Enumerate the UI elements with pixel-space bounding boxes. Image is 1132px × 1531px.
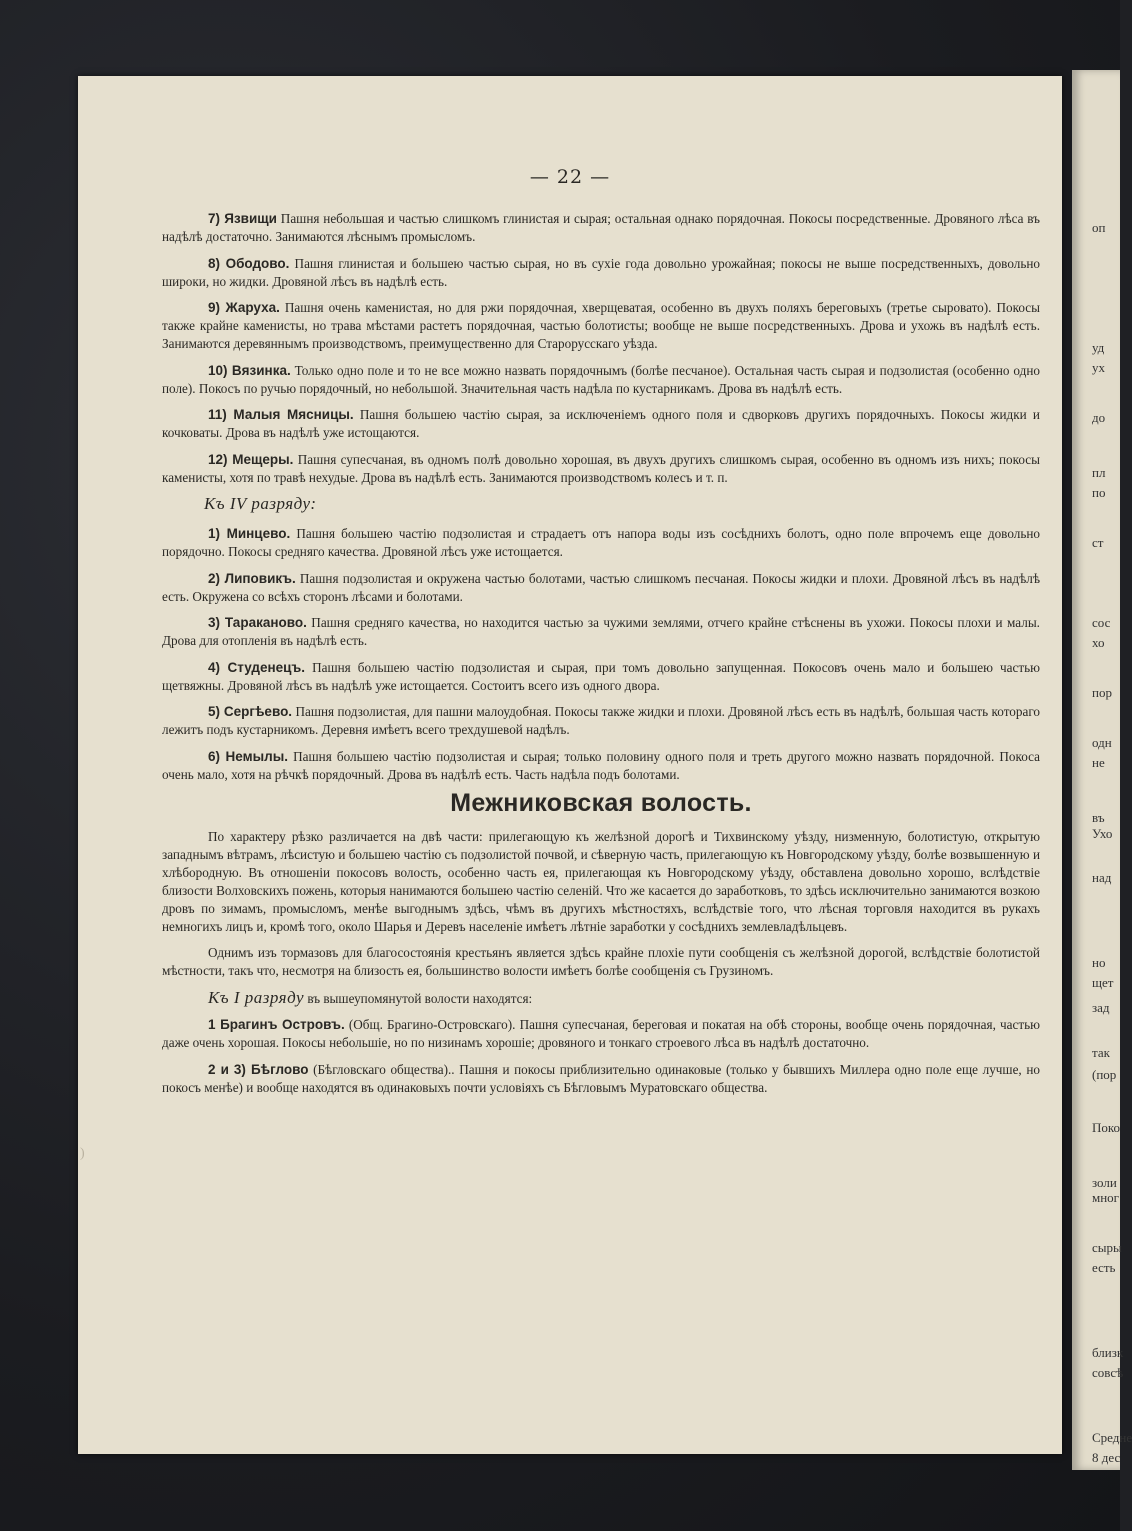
entry-text: Пашня глинистая и большею частью сырая, но въ сухіе года довольно урожайная; покосы не выше посредственныхъ, довольно широки, но жидки. Дровяной лѣсъ въ надѣлѣ есть. <box>162 255 1040 289</box>
entry-paragraph <box>162 299 1040 353</box>
next-page-fragment: до <box>1092 410 1106 425</box>
next-page-fragment: близк <box>1092 1345 1124 1360</box>
entry-text: Пашня подзолистая и окружена частью болотами, частью слишкомъ песчаная. Покосы жидки и плохи. Дровяной лѣсъ въ надѣлѣ есть. Окружена со всѣхъ сторонъ лѣсами и болотами. <box>162 570 1040 604</box>
next-page-fragment: одн <box>1092 735 1112 750</box>
next-page-fragment: въ <box>1092 810 1105 825</box>
next-page-fragment: уд <box>1092 340 1105 355</box>
entry-paragraph <box>162 1016 1040 1052</box>
entry-title: 1) Минцево. <box>208 526 291 541</box>
entry-title: 11) Малыя Мясницы. <box>208 407 354 422</box>
entry-text: (Общ. Брагино-Островскаго). Пашня супесчаная, береговая и покатая на обѣ стороны, вообще очень порядочная, частью даже очень хорошая. Покосы небольшіе, но по низинамъ хорошіе; дровяного и тонкаго строевого лѣса въ надѣлѣ достаточно. <box>162 1017 1040 1050</box>
next-page-fragment: сос <box>1092 615 1111 630</box>
next-page-fragment: над <box>1092 870 1112 885</box>
entry-paragraph <box>162 406 1040 442</box>
entry-paragraph <box>162 614 1040 650</box>
next-page-fragment: есть <box>1092 1260 1116 1275</box>
next-page-fragment: Средне <box>1092 1430 1132 1445</box>
entry-title: 2 и 3) Бѣглово <box>208 1061 309 1077</box>
entry-title: 10) Вязинка. <box>208 362 291 378</box>
next-page-fragment: щет <box>1092 975 1114 990</box>
entry-paragraph <box>162 362 1040 398</box>
next-page-fragment: сыры <box>1092 1240 1122 1255</box>
entry-paragraph <box>162 748 1040 784</box>
entry-paragraph <box>162 210 1040 246</box>
entry-title: 2) Липовикъ. <box>208 570 296 586</box>
next-page-fragment: совсѣ <box>1092 1365 1124 1380</box>
section-paragraphs <box>162 828 1040 981</box>
entry-text: Пашня небольшая и частью слишкомъ глинистая и сырая; остальная однако порядочная. Покосы посредственные. Дровяного лѣса въ надѣлѣ достаточно. Занимаются лѣснымъ промысломъ. <box>162 211 1040 244</box>
section-paragraph: По характеру рѣзко различается на двѣ части: прилегающую къ желѣзной дорогѣ и Тихвинскому уѣзду, низменную, болотистую, открытую западнымъ вѣтрамъ, лѣсистую и большею частію съ подзолистой почвой, и сѣверную часть, прилегающую къ Новгородскому уѣзду, болѣе возвышенную и хлѣбородную. Въ отношеніи покосовъ волость, особенно часть ея, прилегающая къ Новгородскому уѣзду, обставлена довольно хорошо, вслѣдствіе близости Волховскихъ пожень, которыя нанимаются большею частію селеній. Что же касается до заработковъ, то здѣсь исключительно занимаются возкою дровъ по зимамъ, промысломъ, менѣе выгоднымъ здѣсь, чѣмъ въ другихъ мѣстностяхъ, вслѣдствіе того, что лѣсная торговля находится въ рукахъ немногихъ лицъ и, кромѣ того, около Шарья и Деревъ населеніе имѣетъ лѣтніе заработки у сосѣднихъ землевладѣльцевъ. <box>162 828 1040 934</box>
next-page-fragment: (пор <box>1092 1067 1117 1082</box>
next-page-fragment: ух <box>1092 360 1105 375</box>
entry-title: 7) Язвищи <box>208 211 277 226</box>
entry-text: Пашня большею частію подзолистая и страдаетъ отъ напора воды изъ сосѣднихъ болотъ, одно поле впрочемъ еще довольно порядочно. Покосы средняго качества. Дровяной лѣсъ уже истощается. <box>162 526 1040 559</box>
rank-i-intro-text: въ вышеупомянутой волости находятся: <box>307 990 533 1006</box>
entry-paragraph <box>162 659 1040 695</box>
entry-title: 12) Мещеры. <box>208 451 294 467</box>
entry-text: (Бѣгловскаго общества).. Пашня и покосы приблизительно одинаковые (только у бывшихъ Миллера одно поле еще лучше, но покосъ менѣе) и вообще находятся въ одинаковыхъ почти условіяхъ съ Бѣгловымъ Муратовскаго общества. <box>162 1061 1040 1095</box>
next-page-fragment: 8 дес <box>1092 1450 1121 1465</box>
entry-text: Пашня большею частію сырая, за исключеніемъ одного поля и сдворковъ другихъ порядочныхъ. Покосы жидки и кочковаты. Дрова въ надѣлѣ уже истощаются. <box>162 407 1040 440</box>
entry-title: 6) Немылы. <box>208 748 289 764</box>
document-page <box>78 76 1062 1454</box>
entry-title: 8) Ободово. <box>208 255 290 271</box>
body-text <box>162 210 1040 1105</box>
entry-paragraph <box>162 451 1040 487</box>
entry-paragraph <box>162 703 1040 739</box>
next-page-fragment: так <box>1092 1045 1110 1060</box>
rank-i-intro <box>162 989 1040 1008</box>
next-page-fragment: золи <box>1092 1175 1117 1190</box>
entry-text: Пашня большею частію подзолистая и сырая; только половину одного поля и треть другого можно назвать порядочной. Покоса очень мало, хотя на рѣчкѣ порядочный. Дрова въ надѣлѣ есть. Часть надѣла подъ болотами. <box>162 748 1040 782</box>
entry-text: Пашня большею частію подзолистая и сырая, при томъ довольно запущенная. Покосовъ очень мало и большею частью щетвяжны. Дровяной лѣсъ въ надѣлѣ уже истощается. Состоитъ всего изъ одного двора. <box>162 659 1040 693</box>
next-page-fragment: не <box>1092 755 1105 770</box>
adjacent-page-edge <box>1072 70 1132 1470</box>
margin-mark: ) <box>80 1146 85 1161</box>
entry-paragraph <box>162 525 1040 561</box>
entry-text: Только одно поле и то не все можно назвать порядочнымъ (болѣе песчаное). Остальная часть сырая и подзолистая (особенно одно поле). Покосъ по ручью порядочный, но небольшой. Значительная часть надѣла по кустарникамъ. Дрова въ надѣлѣ есть. <box>162 362 1040 396</box>
next-page-fragment: но <box>1092 955 1106 970</box>
section-paragraph: Однимъ изъ тормазовъ для благосостоянія крестьянъ является здѣсь крайне плохіе пути сообщенія съ желѣзной дорогой, вслѣдствіе болотистой мѣстности, такъ что, несмотря на близость ея, большинство волости имѣетъ болѣе сообщенія съ Грузиномъ. <box>162 945 1040 978</box>
next-page-fragment: мног <box>1092 1190 1120 1205</box>
entries-group-b <box>162 525 1040 784</box>
next-page-fragment: ст <box>1092 535 1104 550</box>
next-page-fragment: Ухо <box>1092 826 1113 841</box>
entry-text: Пашня средняго качества, но находится частью за чужими землями, отчего крайне стѣснены въ ухожи. Покосы плохи и малы. Дрова для отопленія въ надѣлѣ есть. <box>162 615 1040 648</box>
entries-group-c <box>162 1016 1040 1097</box>
rank-i-heading: Къ I разряду <box>208 987 305 1007</box>
entry-paragraph <box>162 1061 1040 1097</box>
next-page-fragment: оп <box>1092 220 1106 235</box>
entry-text: Пашня супесчаная, въ одномъ полѣ довольно хорошая, въ двухъ другихъ слишкомъ сырая, особенно въ одномъ изъ нихъ; покосы каменисты, хотя по травѣ нехудые. Дрова въ надѣлѣ есть. Занимаются производствомъ колесъ и т. п. <box>162 451 1040 485</box>
next-page-fragment: Поко <box>1092 1120 1121 1135</box>
entry-text: Пашня очень каменистая, но для ржи порядочная, хверщеватая, особенно въ двухъ поляхъ береговыхъ (третье сыровато). Покосы также крайне каменисты, но трава мѣстами растетъ порядочная, частью болотисты; вообще не выше посредственныхъ. Дрова и ухожь въ надѣлѣ есть. Занимаются деревяннымъ производствомъ, преимущественно для Старорусскаго уѣзда. <box>162 300 1040 351</box>
next-page-fragment: по <box>1092 485 1106 500</box>
page-number: — 22 — <box>529 166 611 188</box>
entry-paragraph <box>162 570 1040 606</box>
entry-text: Пашня подзолистая, для пашни малоудобная. Покосы также жидки и плохи. Дровяной лѣсъ есть въ надѣлѣ, большая часть котораго лежитъ подъ кустарникомъ. Деревня имѣетъ всего трехдушевой надѣлъ. <box>162 704 1041 737</box>
next-page-fragment: пл <box>1092 465 1106 480</box>
entry-title: 9) Жаруха. <box>208 300 280 315</box>
next-page-fragment: пор <box>1092 685 1112 700</box>
entry-title: 3) Тараканово. <box>208 615 307 630</box>
section-title: Межниковская волость. <box>450 788 752 817</box>
rank-iv-heading: Къ IV разряду: <box>204 494 317 513</box>
entry-title: 4) Студенецъ. <box>208 659 306 675</box>
entry-paragraph <box>162 255 1040 291</box>
entry-title: 5) Сергѣево. <box>208 704 293 719</box>
entry-title: 1 Брагинъ Островъ. <box>208 1017 345 1032</box>
next-page-fragment: зад <box>1092 1000 1110 1015</box>
entries-group-a <box>162 210 1040 487</box>
next-page-fragment: хо <box>1092 635 1105 650</box>
